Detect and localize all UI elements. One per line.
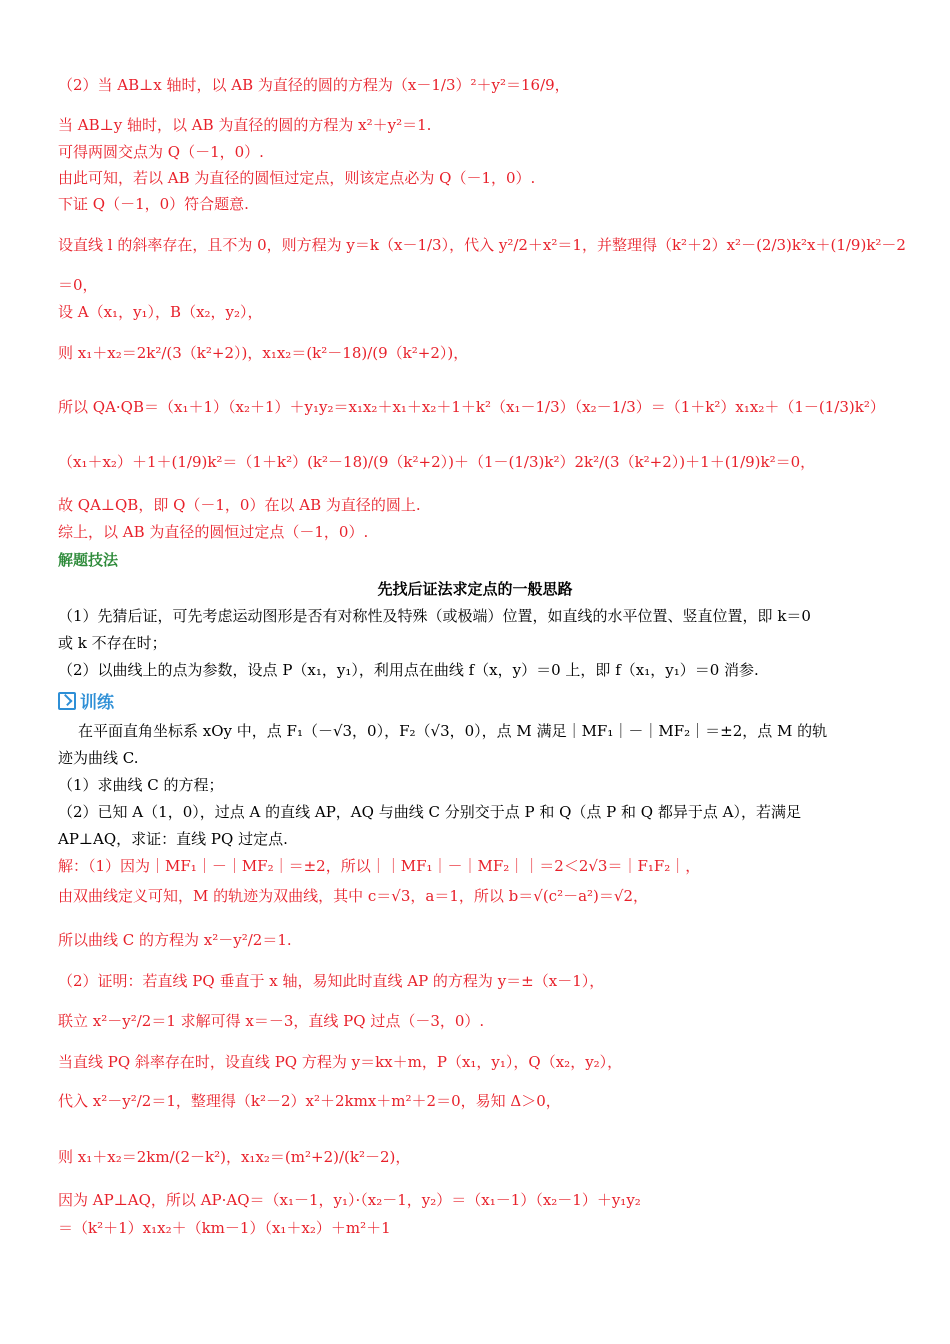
text-line-content: 由双曲线定义可知，M 的轨迹为双曲线，其中 c＝√3，a＝1，所以 b＝√(c²－a²)＝√2， — [58, 887, 648, 905]
text-line — [58, 115, 431, 135]
text-line — [58, 142, 264, 162]
text-line-content: （2）证明：若直线 PQ 垂直于 x 轴，易知此时直线 AP 的方程为 y＝±（x－1）， — [58, 972, 605, 990]
text-line — [58, 343, 468, 363]
text-line-content: 则 x₁＋x₂＝2km/(2－k²)，x₁x₂＝(m²+2)/(k²－2)， — [58, 1148, 411, 1166]
text-line-content: 由此可知，若以 AB 为直径的圆恒过定点，则该定点必为 Q（－1，0）. — [58, 169, 536, 187]
text-line — [58, 1147, 410, 1167]
text-line-content: 或 k 不存在时； — [58, 634, 167, 652]
text-line — [58, 748, 138, 768]
text-line — [58, 775, 224, 795]
text-line-content: 解：（1）因为｜MF₁｜－｜MF₂｜＝±2，所以｜｜MF₁｜－｜MF₂｜｜＝2＜2√3＝｜F₁F₂｜， — [58, 857, 701, 875]
text-line — [58, 692, 114, 713]
text-line-content: AP⊥AQ，求证：直线 PQ 过定点. — [58, 830, 288, 848]
text-line — [58, 495, 421, 515]
text-line — [58, 606, 811, 626]
text-line — [58, 397, 885, 417]
text-line-content: （1）求曲线 C 的方程； — [58, 776, 224, 794]
text-line-content: 所以 QA·QB＝（x₁＋1）（x₂＋1）＋y₁y₂＝x₁x₂＋x₁＋x₂＋1＋k²（x₁－1/3）（x₂－1/3）＝（1＋k²）x₁x₂＋（1－(1/3)k²） — [58, 398, 885, 416]
text-line — [58, 1190, 641, 1210]
text-line-content: 当直线 PQ 斜率存在时，设直线 PQ 方程为 y＝kx＋m，P（x₁，y₁），Q（x₂，y₂）， — [58, 1053, 623, 1071]
text-line-content: ＝（k²＋1）x₁x₂＋（km－1）（x₁＋x₂）＋m²＋1 — [58, 1219, 391, 1237]
text-line — [58, 930, 292, 950]
text-line — [58, 75, 570, 95]
text-line-content: 下证 Q（－1，0）符合题意. — [58, 195, 249, 213]
text-line-content: 代入 x²－y²/2＝1，整理得（k²－2）x²＋2kmx＋m²＋2＝0，易知 Δ＞0， — [58, 1092, 561, 1110]
text-line-content: 解题技法 — [58, 551, 119, 569]
text-line — [58, 802, 801, 822]
text-line-content: 故 QA⊥QB，即 Q（－1，0）在以 AB 为直径的圆上. — [58, 496, 421, 514]
text-line-content: 所以曲线 C 的方程为 x²－y²/2＝1. — [58, 931, 292, 949]
text-line-content: 在平面直角坐标系 xOy 中，点 F₁（－√3，0），F₂（√3，0），点 M 满足｜MF₁｜－｜MF₂｜＝±2，点 M 的轨 — [78, 722, 828, 740]
text-line-content: 则 x₁＋x₂＝2k²/(3（k²+2）)，x₁x₂＝(k²－18)/(9（k²+2）)， — [58, 344, 469, 362]
text-line-content: 迹为曲线 C. — [58, 749, 139, 767]
text-line — [58, 1052, 622, 1072]
text-line — [58, 829, 288, 849]
text-line-content: 训练 — [80, 693, 114, 713]
text-line-content: （x₁＋x₂）＋1＋(1/9)k²＝（1＋k²）(k²－18)/(9（k²+2）)＋（1－(1/3)k²）2k²/(3（k²+2）)＋1＋(1/9)k²＝0， — [58, 453, 816, 471]
text-line — [58, 168, 535, 188]
text-line-content: 综上，以 AB 为直径的圆恒过定点（－1，0）. — [58, 523, 369, 541]
text-line — [78, 721, 827, 741]
text-line — [58, 452, 815, 472]
text-line — [58, 971, 604, 991]
text-line — [58, 1218, 391, 1238]
text-line-content: 先找后证法求定点的一般思路 — [377, 580, 573, 598]
training-icon — [58, 692, 76, 710]
text-line-content: 联立 x²－y²/2＝1 求解可得 x＝－3，直线 PQ 过点（－3，0）. — [58, 1012, 485, 1030]
text-line-content: 当 AB⊥y 轴时，以 AB 为直径的圆的方程为 x²＋y²＝1. — [58, 116, 432, 134]
text-line-content: 可得两圆交点为 Q（－1，0）. — [58, 143, 264, 161]
text-line — [58, 660, 759, 680]
text-line — [58, 302, 263, 322]
text-line — [58, 886, 648, 906]
text-line-content: （1）先猜后证，可先考虑运动图形是否有对称性及特殊（或极端）位置，如直线的水平位置、竖直位置，即 k＝0 — [58, 607, 811, 625]
text-line-content: 设 A（x₁，y₁），B（x₂，y₂）， — [58, 303, 263, 321]
text-line-content: 设直线 l 的斜率存在，且不为 0，则方程为 y＝k（x－1/3），代入 y²/2＋x²＝1，并整理得（k²＋2）x²－(2/3)k²x＋(1/9)k²－2 — [58, 236, 906, 254]
text-line — [58, 522, 368, 542]
text-line — [58, 1011, 484, 1031]
text-line — [58, 550, 118, 570]
text-line — [58, 235, 906, 255]
text-line — [58, 633, 167, 653]
text-line — [58, 194, 249, 214]
text-line-content: （2）当 AB⊥x 轴时，以 AB 为直径的圆的方程为（x－1/3）²＋y²＝16/9， — [58, 76, 570, 94]
text-line-content: 因为 AP⊥AQ，所以 AP·AQ＝（x₁－1，y₁）·（x₂－1，y₂）＝（x₁－1）（x₂－1）＋y₁y₂ — [58, 1191, 641, 1209]
text-line — [58, 856, 700, 876]
text-line-content: （2）已知 A（1，0），过点 A 的直线 AP，AQ 与曲线 C 分别交于点 P 和 Q（点 P 和 Q 都异于点 A），若满足 — [58, 803, 801, 821]
text-line-content: （2）以曲线上的点为参数，设点 P（x₁，y₁），利用点在曲线 f（x，y）＝0 上，即 f（x₁，y₁）＝0 消参. — [58, 661, 759, 679]
text-line — [58, 1091, 561, 1111]
text-line-content: ＝0， — [58, 276, 98, 294]
text-line — [0, 579, 950, 599]
text-line — [58, 275, 98, 295]
